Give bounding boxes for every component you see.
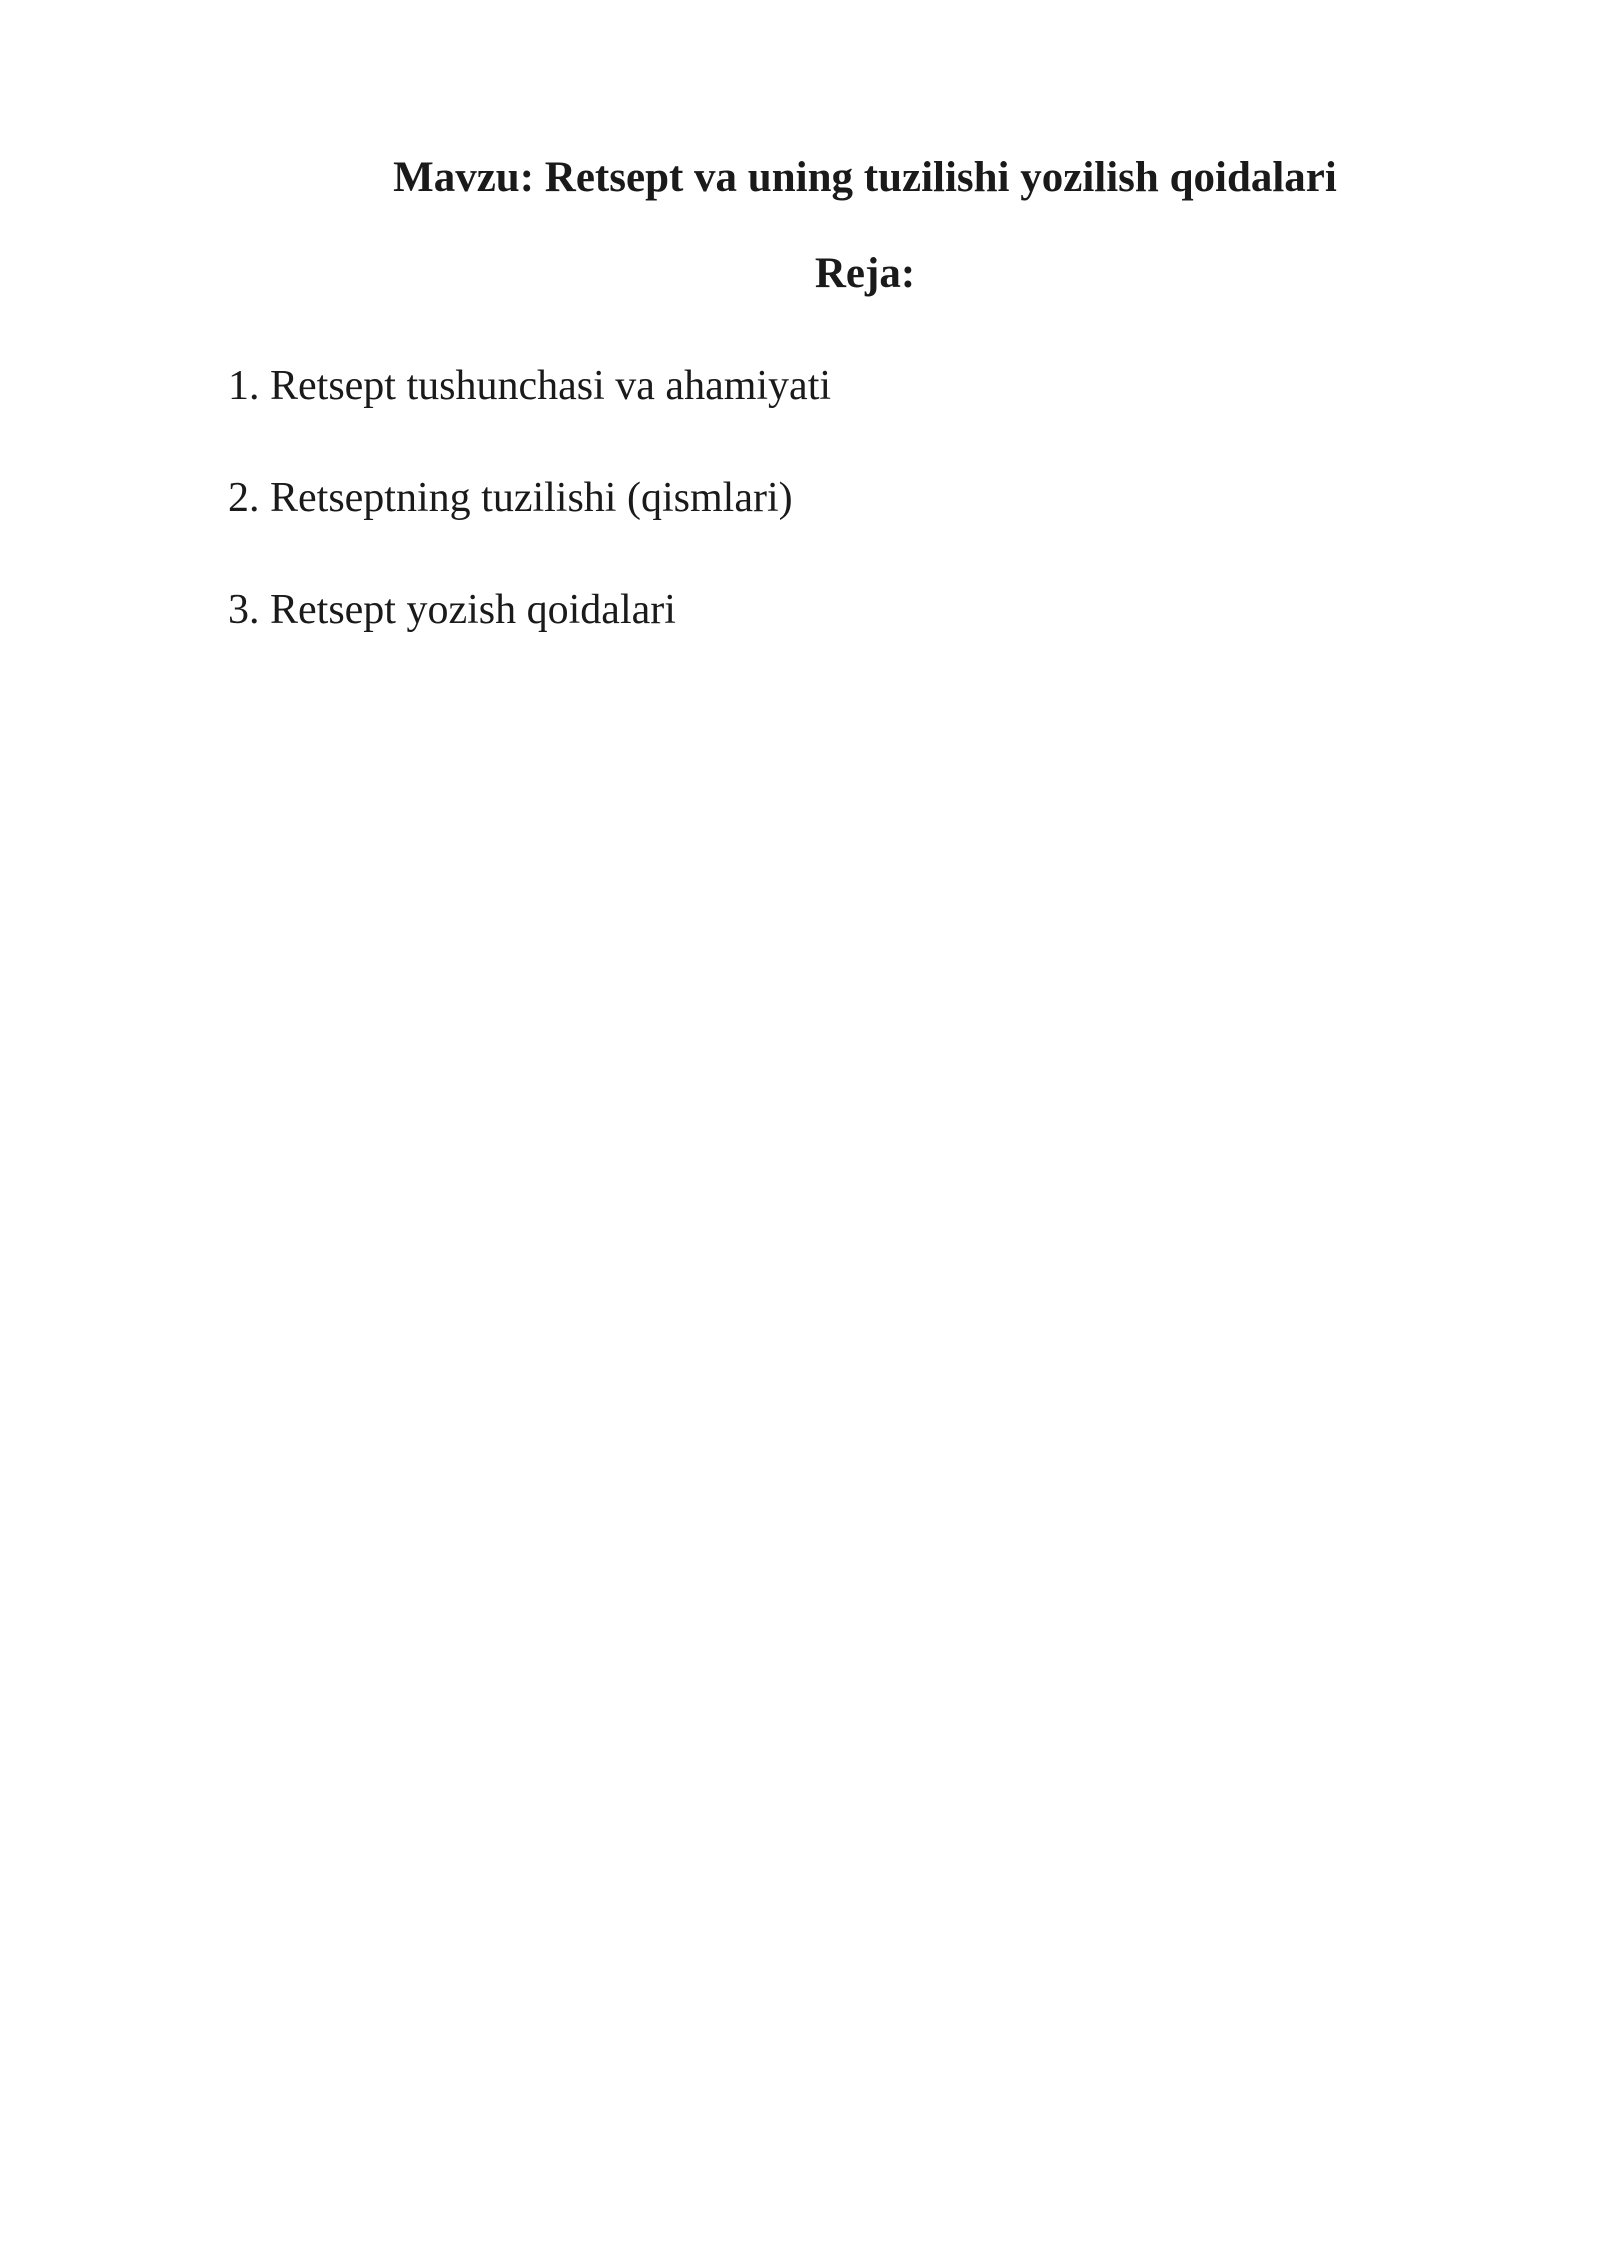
plan-item-text: Retsept yozish qoidalari [270,587,676,633]
plan-item [228,470,831,526]
plan-item-text: Retseptning tuzilishi (qismlari) [270,475,793,521]
plan-item-number: 3. [228,587,260,633]
plan-list [228,358,831,694]
plan-item-number: 2. [228,475,260,521]
plan-item-number: 1. [228,363,260,409]
plan-item [228,358,831,414]
plan-item-text: Retsept tushunchasi va ahamiyati [270,363,832,409]
plan-heading: Reja: [814,250,916,297]
plan-item [228,582,831,638]
document-title: Mavzu: Retsept va uning tuzilishi yozilish qoidalari [393,154,1337,201]
